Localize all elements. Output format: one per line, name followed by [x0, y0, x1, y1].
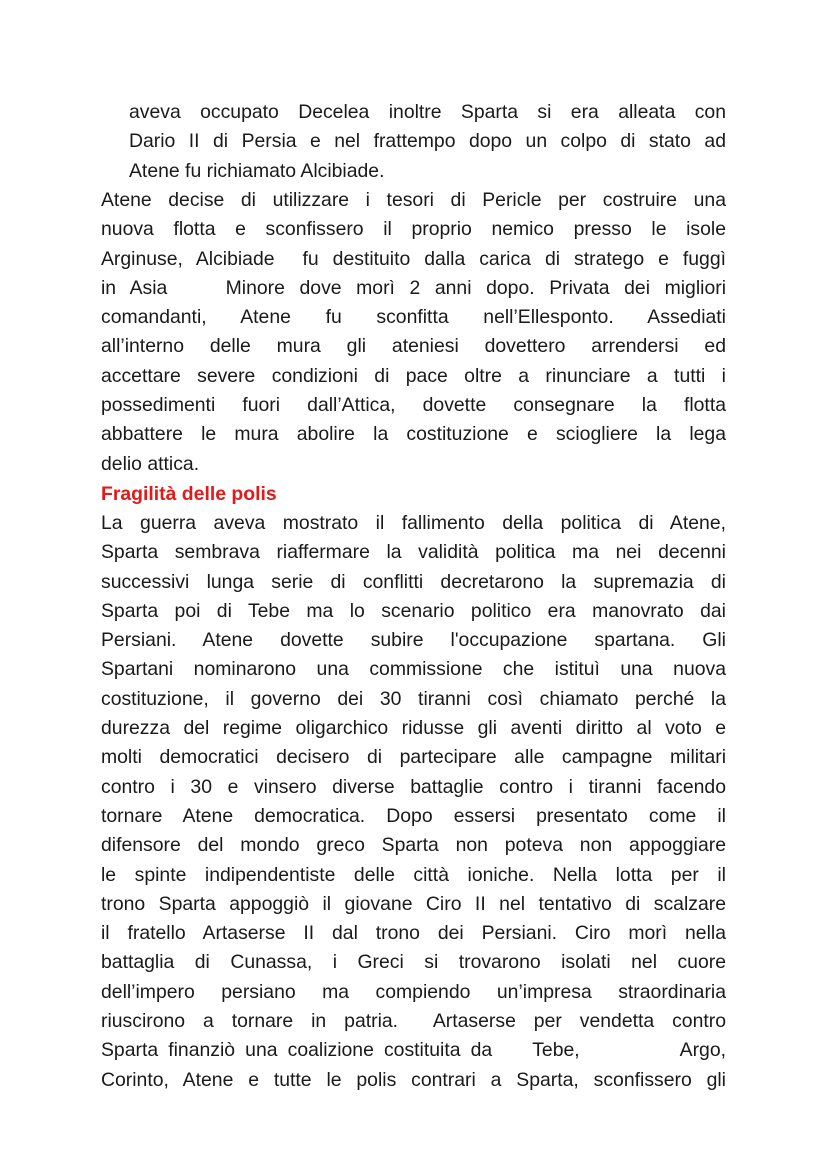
text-line: le spinte indipendentiste delle città ioniche. Nella lotta per il: [101, 863, 726, 886]
text-line: in Asia Minore dove morì 2 anni dopo. Privata dei migliori: [101, 276, 726, 299]
text-line: comandanti, Atene fu sconfitta nell’Ellesponto. Assediati: [101, 306, 726, 329]
text-line: Sparta finanziò una coalizione costituita da Tebe, Argo,: [101, 1039, 726, 1062]
text-line: all’interno delle mura gli ateniesi dovettero arrendersi ed: [101, 335, 726, 358]
section-heading: Fragilità delle polis: [101, 483, 277, 505]
text-line: il fratello Artaserse II dal trono dei Persiani. Ciro morì nella: [101, 922, 726, 945]
text-line: Sparta poi di Tebe ma lo scenario politico era manovrato dai: [101, 599, 726, 622]
text-line: durezza del regime oligarchico ridusse gli aventi diritto al voto e: [101, 717, 726, 740]
text-line: Persiani. Atene dovette subire l'occupazione spartana. Gli: [101, 629, 726, 652]
intro-indented-paragraph: [129, 98, 726, 186]
text-line: possedimenti fuori dall’Attica, dovette consegnare la flotta: [101, 394, 726, 417]
text-line: Sparta sembrava riaffermare la validità politica ma nei decenni: [101, 541, 726, 564]
text-line: molti democratici decisero di partecipare alle campagne militari: [101, 746, 726, 769]
paragraph-2: [101, 509, 726, 1095]
text-line: La guerra aveva mostrato il fallimento della politica di Atene,: [101, 512, 726, 534]
text-line: Atene fu richiamato Alcibiade.: [129, 159, 385, 182]
text-line: Arginuse, Alcibiade fu destituito dalla carica di stratego e fuggì: [101, 247, 726, 270]
text-line: difensore del mondo greco Sparta non poteva non appoggiare: [101, 834, 726, 857]
text-line: delio attica.: [101, 452, 200, 475]
text-line: Dario II di Persia e nel frattempo dopo un colpo di stato ad: [129, 130, 726, 153]
text-line: Corinto, Atene e tutte le polis contrari a Sparta, sconfissero gli: [101, 1068, 726, 1091]
text-line: riuscirono a tornare in patria. Artaserse per vendetta contro: [101, 1010, 726, 1033]
text-line: contro i 30 e vinsero diverse battaglie contro i tiranni facendo: [101, 775, 726, 798]
text-line: costituzione, il governo dei 30 tiranni così chiamato perché la: [101, 687, 726, 710]
text-line: tornare Atene democratica. Dopo essersi presentato come il: [101, 804, 726, 827]
text-line: battaglia di Cunassa, i Greci si trovarono isolati nel cuore: [101, 951, 726, 974]
text-line: trono Sparta appoggiò il giovane Ciro II nel tentativo di scalzare: [101, 892, 726, 915]
text-line: Spartani nominarono una commissione che istituì una nuova: [101, 658, 726, 681]
text-line: aveva occupato Decelea inoltre Sparta si era alleata con: [129, 101, 726, 123]
text-line: nuova flotta e sconfissero il proprio nemico presso le isole: [101, 218, 726, 241]
paragraph-1: [101, 186, 726, 479]
text-line: abbattere le mura abolire la costituzione e sciogliere la lega: [101, 423, 726, 446]
text-line: Atene decise di utilizzare i tesori di Pericle per costruire una: [101, 189, 726, 211]
text-line: dell’impero persiano ma compiendo un’impresa straordinaria: [101, 980, 726, 1003]
text-line: accettare severe condizioni di pace oltre a rinunciare a tutti i: [101, 364, 726, 387]
text-line: successivi lunga serie di conflitti decretarono la supremazia di: [101, 570, 726, 593]
